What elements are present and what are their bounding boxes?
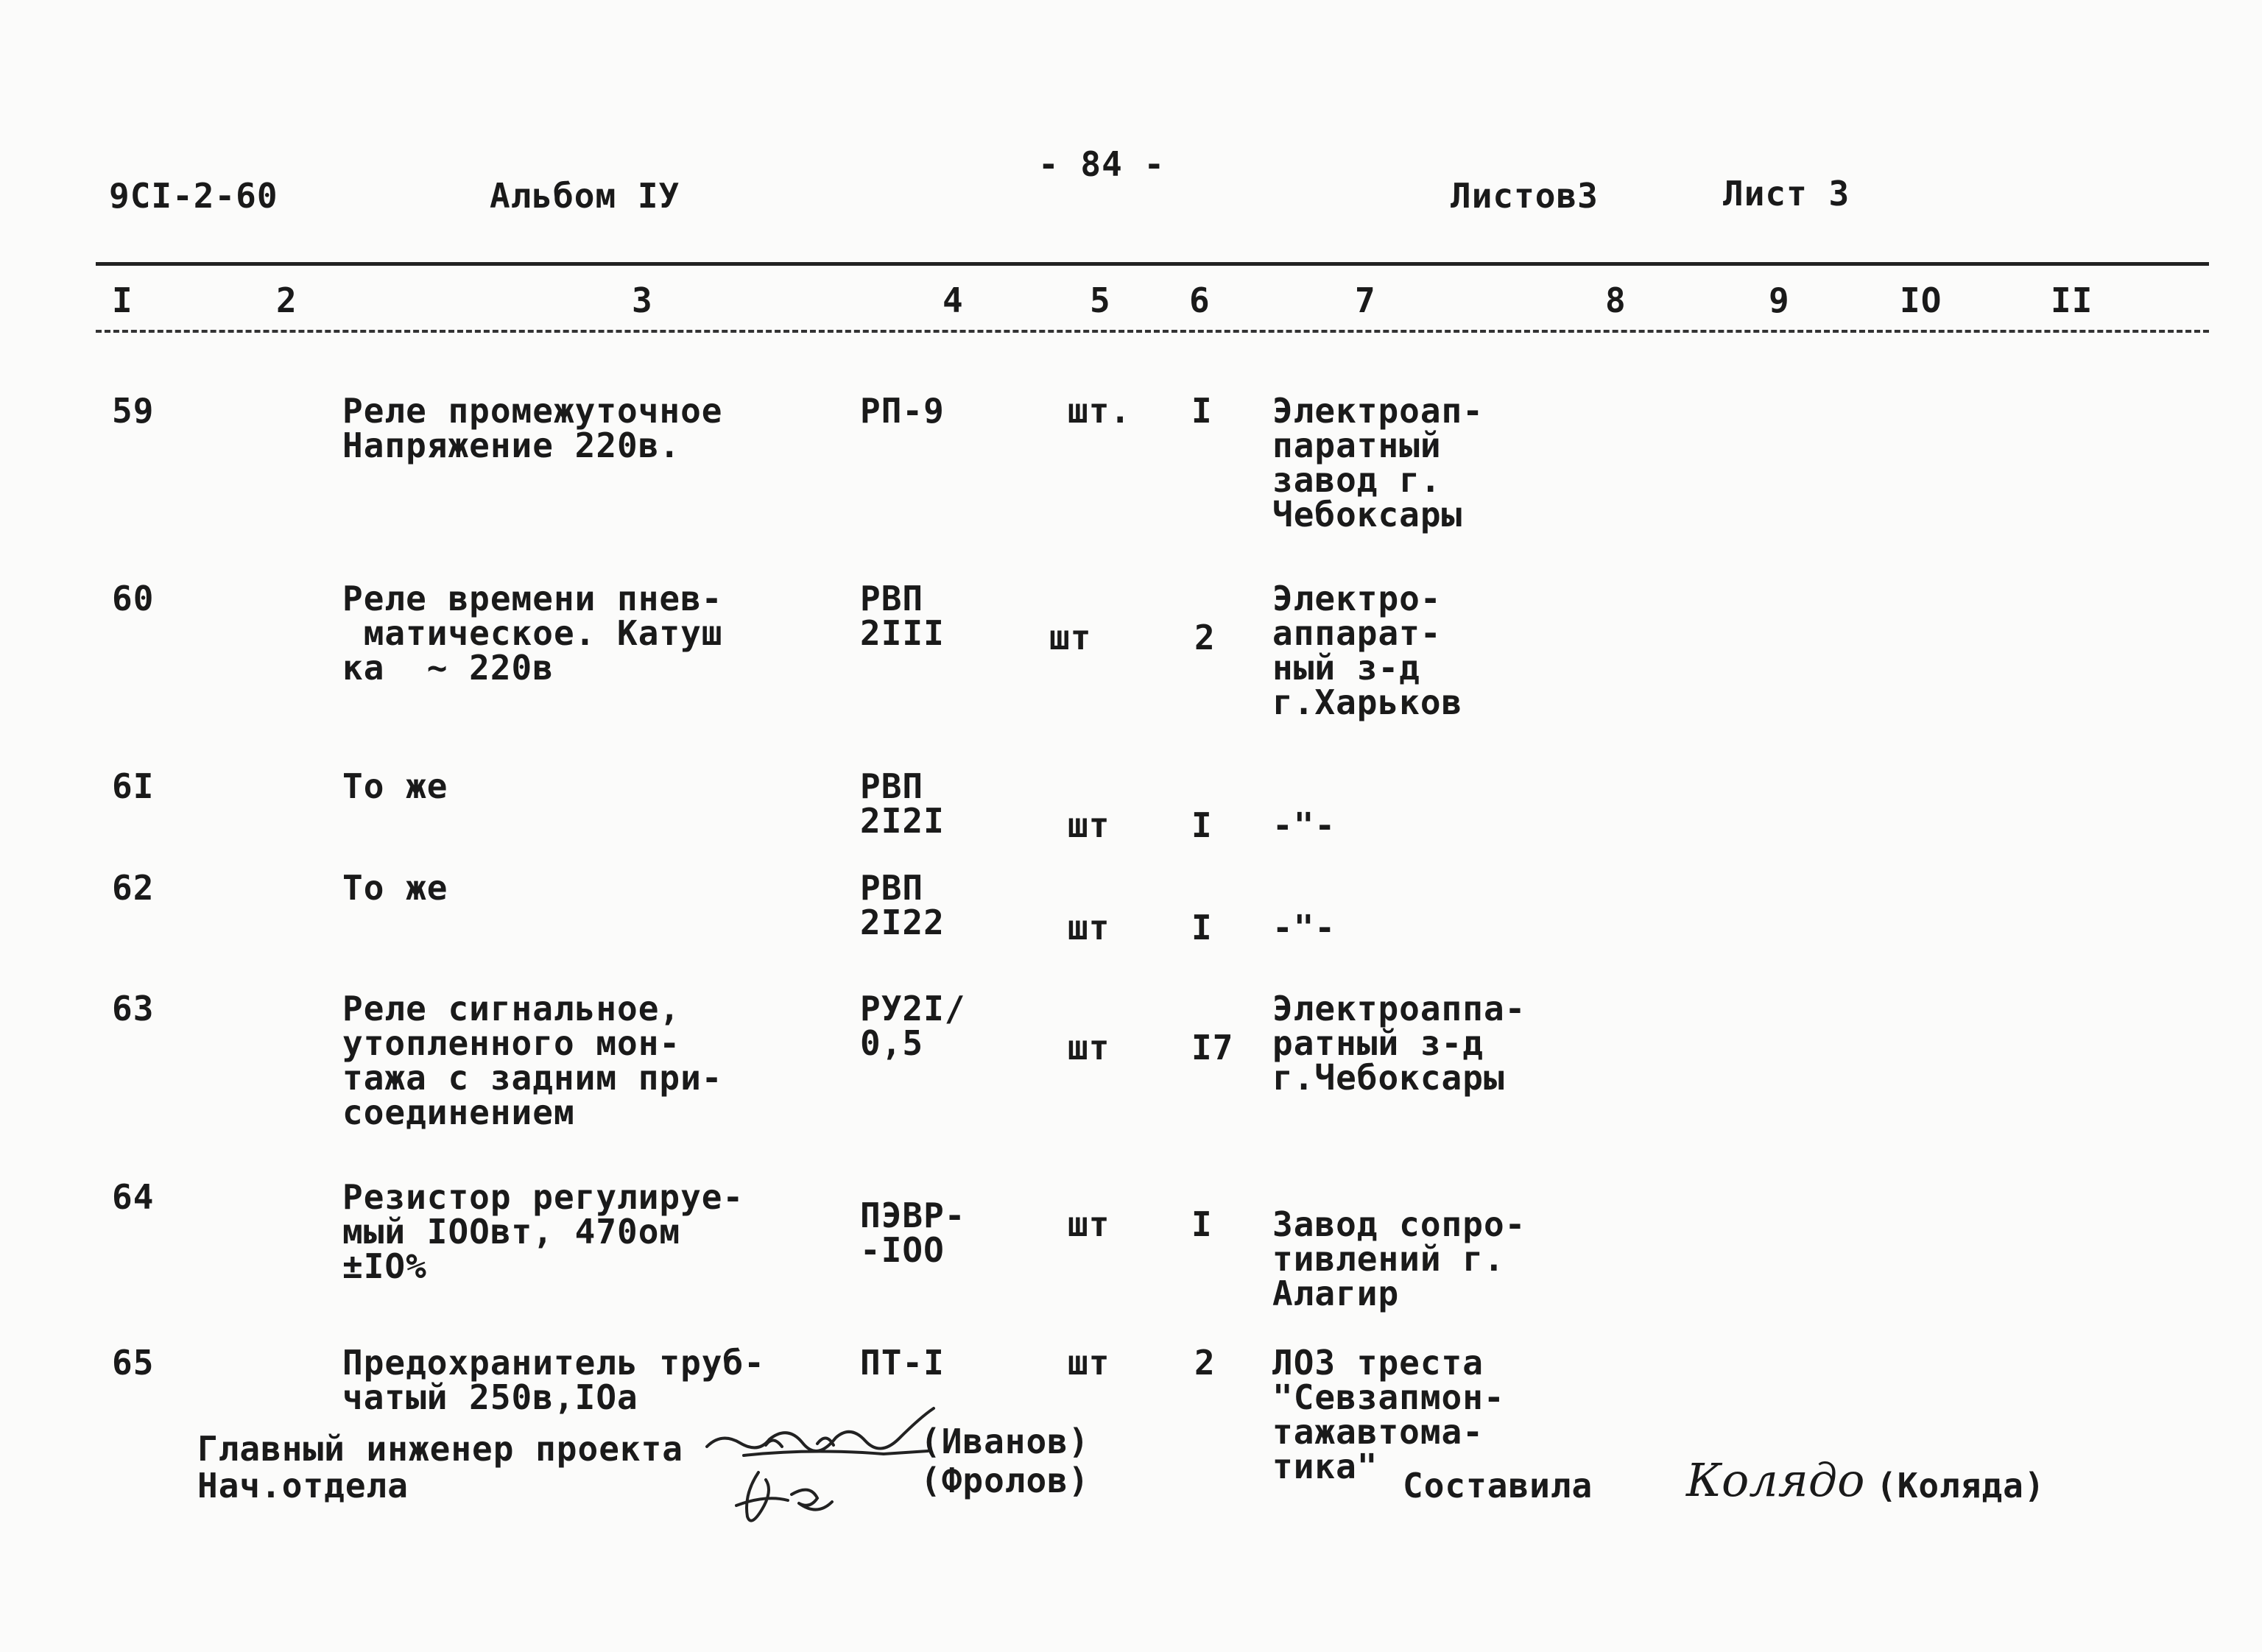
compiled-by-label: Составила xyxy=(1403,1466,1593,1505)
chief-engineer-label: Главный инженер проекта xyxy=(197,1429,683,1469)
item-name: Реле промежуточное Напряжение 220в. xyxy=(342,391,723,465)
album-label: Альбом IУ xyxy=(490,176,680,216)
column-header: I xyxy=(112,280,133,320)
row-number: 64 xyxy=(112,1177,155,1217)
item-manufacturer: ЛОЗ треста "Севзапмон- тажавтома- тика" xyxy=(1272,1343,1505,1486)
document-code: 9CI-2-60 xyxy=(109,176,278,216)
row-number: 62 xyxy=(112,868,155,908)
item-name: То же xyxy=(342,766,448,806)
header-top-rule xyxy=(96,262,2209,266)
sheet-number: Лист 3 xyxy=(1723,174,1850,213)
item-unit: шт xyxy=(1049,618,1092,657)
item-type: РУ2I/ 0,5 xyxy=(860,989,966,1063)
column-header: II xyxy=(2051,280,2093,320)
item-manufacturer: Завод сопро- тивлений г. Алагир xyxy=(1272,1204,1526,1313)
column-header: 8 xyxy=(1605,280,1627,320)
item-manufacturer: -"- xyxy=(1272,908,1336,947)
item-name: Реле времени пнев- матическое. Катуш ка ~ 220в xyxy=(342,579,723,688)
compiled-by-signature: Колядо xyxy=(1686,1453,1865,1507)
row-number: 60 xyxy=(112,579,155,618)
dept-head-label: Нач.отдела xyxy=(197,1466,409,1505)
item-name: Реле сигнальное, утопленного мон- тажа с задним при- соединением xyxy=(342,989,723,1132)
sheets-total: Листов3 xyxy=(1451,176,1599,216)
chief-engineer-name: (Иванов) xyxy=(920,1422,1090,1461)
column-header: 7 xyxy=(1355,280,1376,320)
item-name: Предохранитель труб- чатый 250в,IOа xyxy=(342,1343,765,1417)
item-unit: шт xyxy=(1068,908,1110,947)
item-quantity: I xyxy=(1191,1204,1213,1244)
header-bottom-rule xyxy=(96,330,2209,333)
item-quantity: I xyxy=(1191,805,1213,845)
item-name: То же xyxy=(342,868,448,908)
item-manufacturer: Электро- аппарат- ный з-д г.Харьков xyxy=(1272,579,1463,722)
item-type: РП-9 xyxy=(860,391,945,431)
item-type: РВП 2III xyxy=(860,579,945,653)
item-quantity: I7 xyxy=(1191,1028,1234,1067)
column-header: 9 xyxy=(1769,280,1790,320)
item-unit: шт xyxy=(1068,1343,1110,1383)
row-number: 63 xyxy=(112,989,155,1028)
column-header: 5 xyxy=(1090,280,1111,320)
column-header: 2 xyxy=(276,280,297,320)
item-manufacturer: Электроаппа- ратный з-д г.Чебоксары xyxy=(1272,989,1526,1098)
item-quantity: 2 xyxy=(1194,618,1216,657)
page-number: - 84 - xyxy=(1038,144,1166,184)
row-number: 65 xyxy=(112,1343,155,1383)
item-manufacturer: -"- xyxy=(1272,805,1336,845)
row-number: 59 xyxy=(112,391,155,431)
column-header: 3 xyxy=(632,280,653,320)
dept-head-name: (Фролов) xyxy=(920,1461,1090,1500)
row-number: 6I xyxy=(112,766,155,806)
item-quantity: I xyxy=(1191,391,1213,431)
column-header: 6 xyxy=(1189,280,1211,320)
dept-head-signature xyxy=(729,1465,839,1531)
compiled-by-name: (Коляда) xyxy=(1876,1466,2046,1505)
item-quantity: I xyxy=(1191,908,1213,947)
item-quantity: 2 xyxy=(1194,1343,1216,1383)
column-header: 4 xyxy=(942,280,964,320)
item-type: РВП 2I22 xyxy=(860,868,945,942)
item-type: ПЭВР- -IOO xyxy=(860,1196,966,1270)
column-header: IO xyxy=(1900,280,1942,320)
item-name: Резистор регулируе- мый IOOвт, 470ом ±IO% xyxy=(342,1177,744,1286)
item-unit: шт xyxy=(1068,1204,1110,1244)
item-type: РВП 2I2I xyxy=(860,766,945,841)
item-manufacturer: Электроап- паратный завод г. Чебоксары xyxy=(1272,391,1484,534)
item-unit: шт xyxy=(1068,1028,1110,1067)
item-type: ПТ-I xyxy=(860,1343,945,1383)
item-unit: шт xyxy=(1068,805,1110,845)
item-unit: шт. xyxy=(1068,391,1132,431)
